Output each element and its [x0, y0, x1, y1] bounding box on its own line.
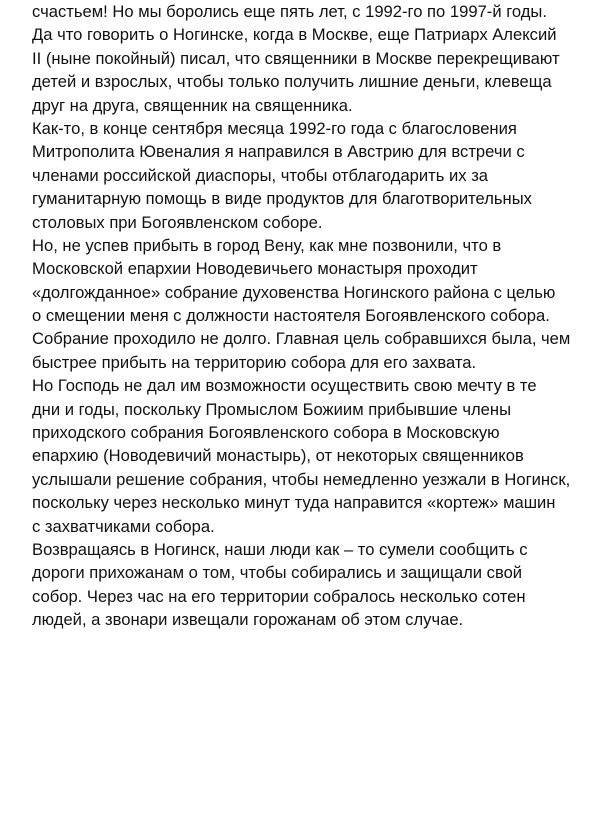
- text-line: услышали решение собрания, чтобы немедленно уезжали в Ногинск,: [32, 469, 571, 489]
- text-line: членами российской диаспоры, чтобы отблагодарить их за: [32, 165, 489, 185]
- text-line: Но, не успев прибыть в город Вену, как мне позвонили, что в: [32, 235, 502, 255]
- text-line: Как-то, в конце сентября месяца 1992-го года с благословения: [32, 118, 517, 138]
- text-line: «долгожданное» собрание духовенства Ногинского района с целью: [32, 282, 556, 302]
- text-line: II (ныне покойный) писал, что священники в Москве перекрещивают: [32, 48, 560, 68]
- text-line: быстрее прибыть на территорию собора для его захвата.: [32, 352, 477, 372]
- text-line: друг на друга, священник на священника.: [32, 95, 353, 115]
- body-text: [32, 0, 580, 632]
- text-line: людей, а звонари извещали горожанам об этом случае.: [32, 610, 464, 630]
- text-line: собор. Через час на его территории собралось несколько сотен: [32, 586, 526, 606]
- text-line: поскольку через несколько минут туда направится «кортеж» машин: [32, 493, 556, 513]
- text-line: гуманитарную помощь в виде продуктов для благотворительных: [32, 189, 532, 209]
- text-line: епархию (Новодевичий монастырь), от некоторых священников: [32, 446, 524, 466]
- text-line: Но Господь не дал им возможности осуществить свою мечту в те: [32, 376, 537, 396]
- text-line: Собрание проходило не долго. Главная цель собравшихся была, чем: [32, 329, 571, 349]
- text-line: приходского собрания Богоявленского собора в Московскую: [32, 423, 500, 443]
- text-line: о смещении меня с должности настоятеля Богоявленского собора.: [32, 306, 550, 326]
- text-line: Да что говорить о Ногинске, когда в Москве, еще Патриарх Алексий: [32, 25, 557, 45]
- text-line: дороги прихожанам о том, чтобы собирались и защищали свой: [32, 563, 523, 583]
- text-line: Московской епархии Новодевичьего монастыря проходит: [32, 259, 478, 279]
- text-line: счастьем! Но мы боролись еще пять лет, с 1992-го по 1997-й годы.: [32, 2, 547, 21]
- text-line: с захватчиками собора.: [32, 516, 215, 536]
- text-line: столовых при Богоявленском соборе.: [32, 212, 323, 232]
- text-line: Возвращаясь в Ногинск, наши люди как – то сумели сообщить с: [32, 539, 528, 559]
- text-line: дни и годы, поскольку Промыслом Божиим прибывшие члены: [32, 399, 512, 419]
- text-line: детей и взрослых, чтобы только получить лишние деньги, клевеща: [32, 72, 552, 92]
- text-line: Митрополита Ювеналия я направился в Австрию для встречи с: [32, 142, 525, 162]
